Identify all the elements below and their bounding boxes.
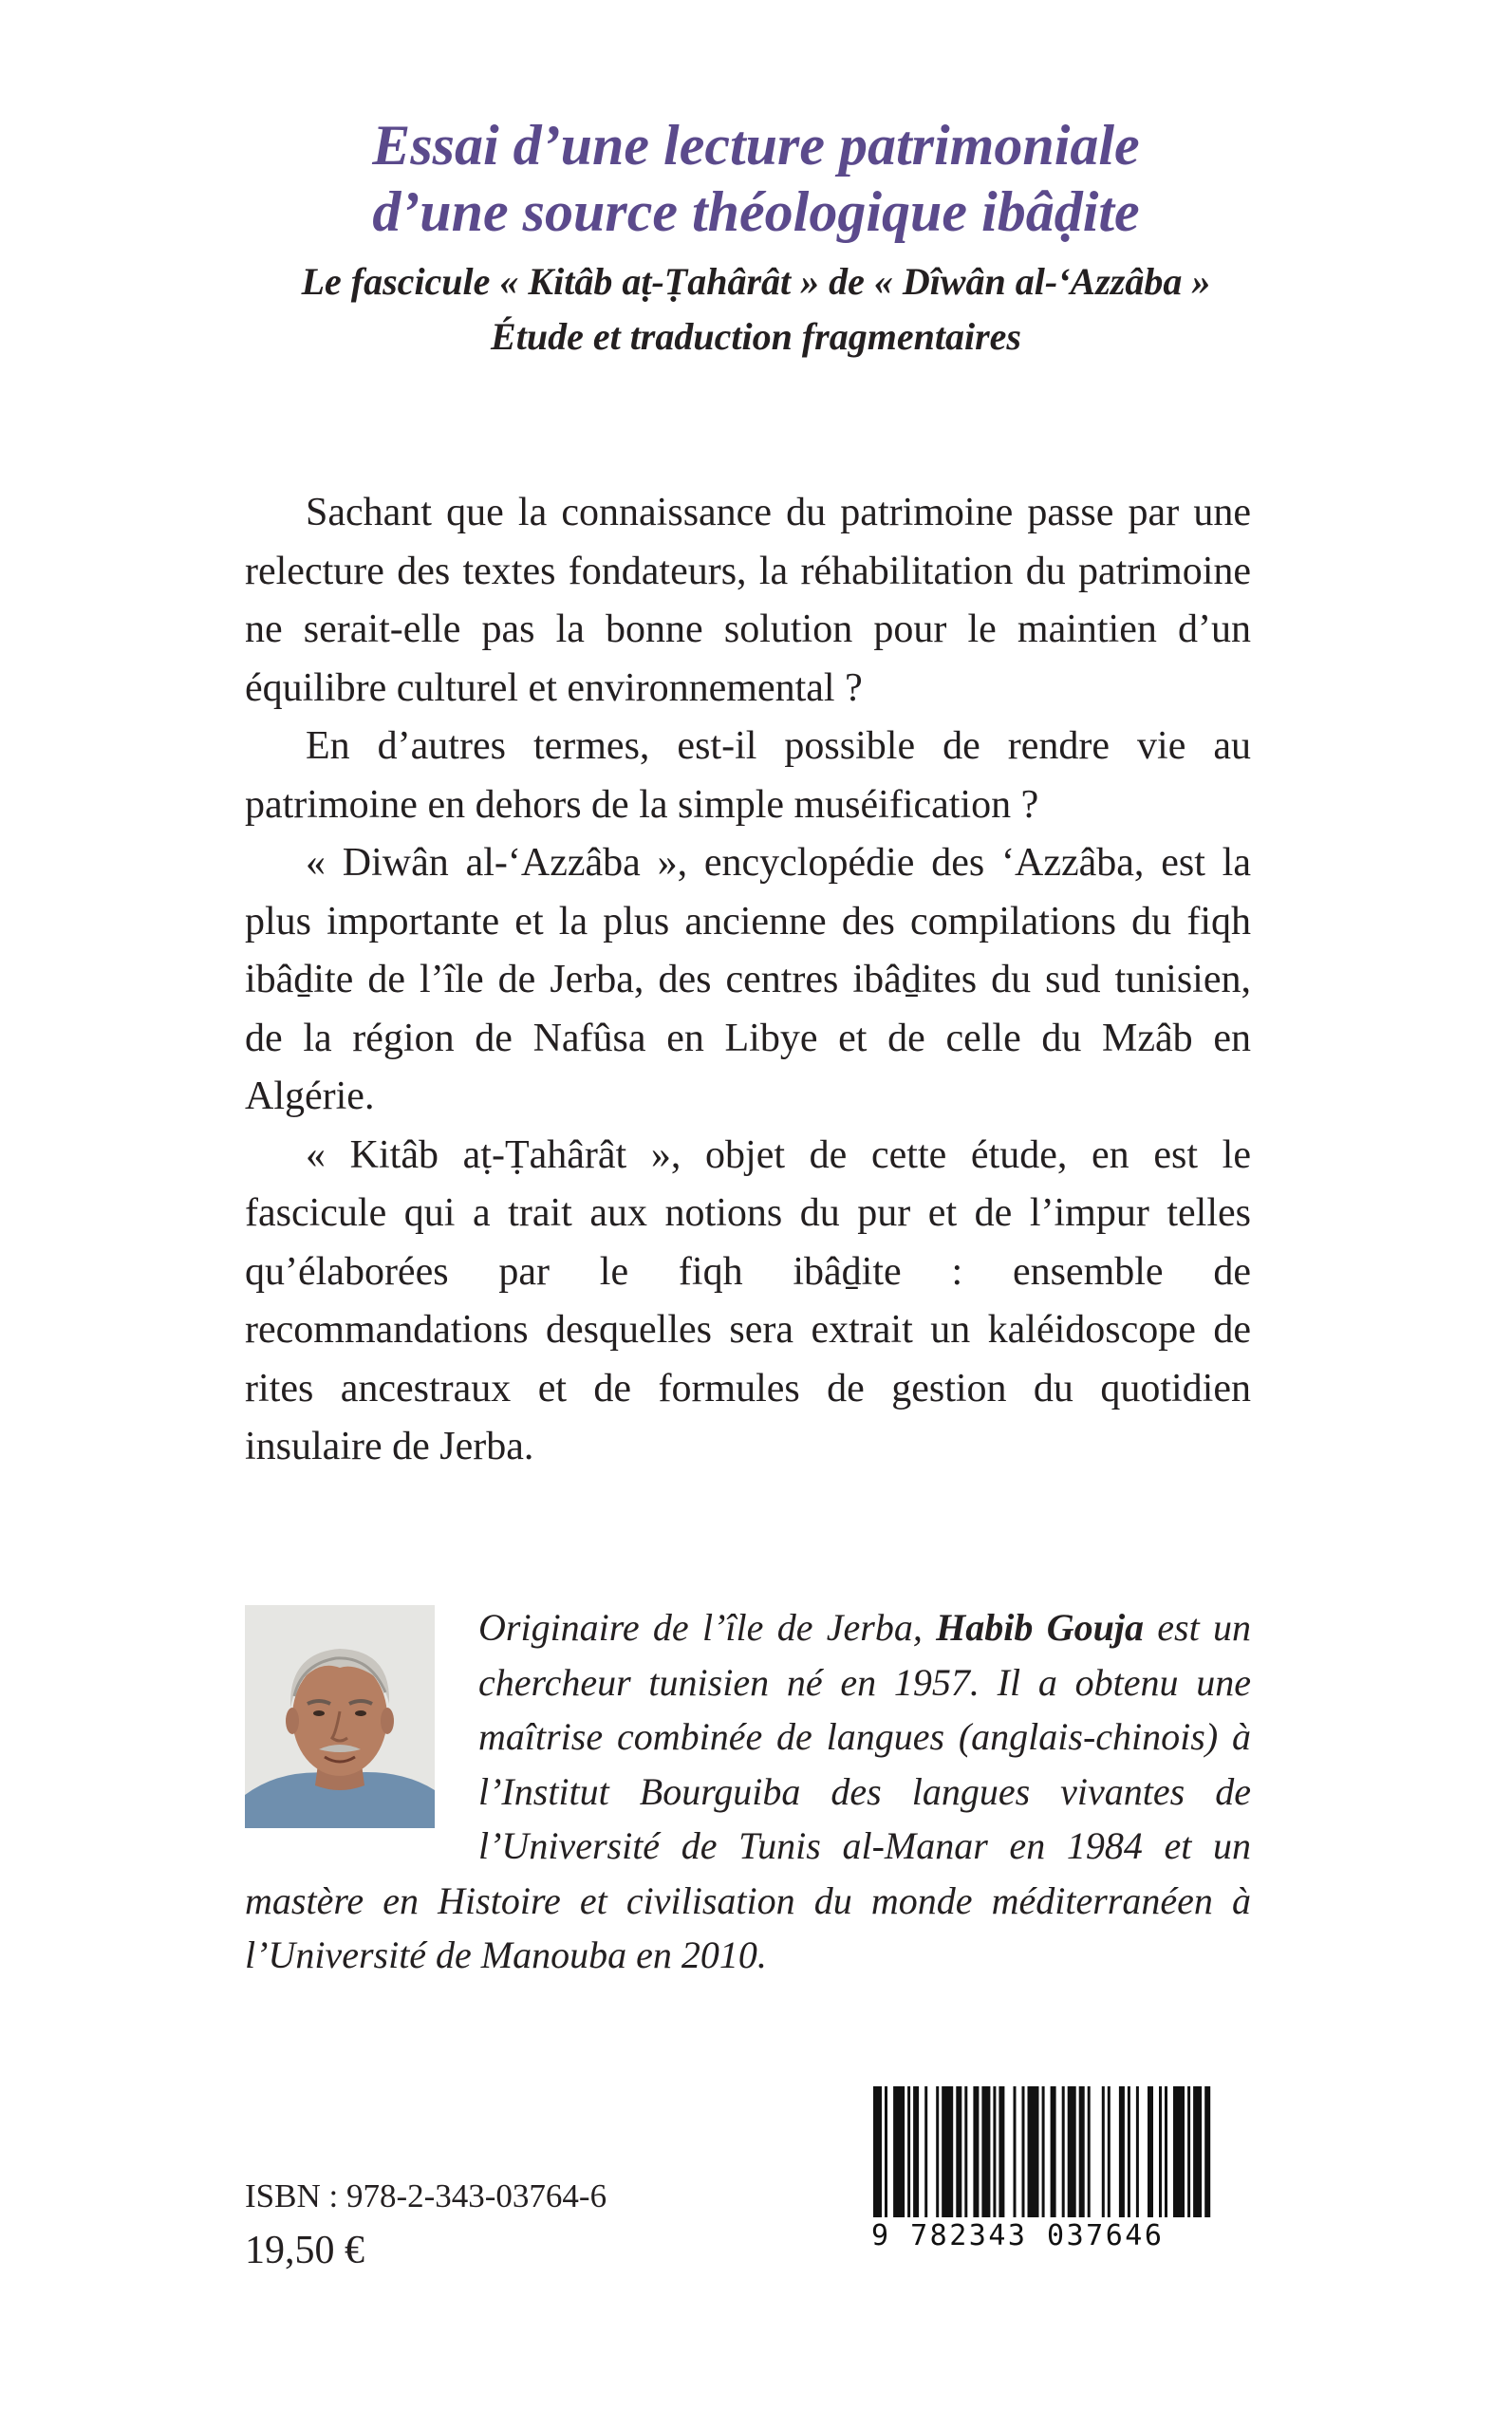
- barcode-bar: [999, 2086, 1004, 2219]
- barcode-bar: [981, 2086, 990, 2219]
- barcode-bar: [873, 2086, 882, 2219]
- barcode-bar: [964, 2086, 967, 2219]
- barcode-bar: [1051, 2086, 1056, 2219]
- barcode-bar: [1165, 2086, 1167, 2219]
- barcode-bar: [1028, 2086, 1039, 2219]
- barcode-bar: [1108, 2086, 1111, 2219]
- book-subtitle-line-2: Étude et traduction fragmentaires: [491, 315, 1021, 358]
- barcode-bar: [1187, 2086, 1190, 2219]
- barcode-bar: [1173, 2086, 1185, 2219]
- barcode-bar: [942, 2086, 953, 2219]
- barcode-bar: [1062, 2086, 1065, 2219]
- author-bio-intro: Originaire de l’île de Jerba,: [478, 1606, 937, 1649]
- barcode-bar: [893, 2086, 905, 2219]
- barcode-bar: [1193, 2086, 1202, 2219]
- barcode-bar: [1159, 2086, 1162, 2219]
- barcode-bar: [1068, 2086, 1076, 2219]
- summary-paragraph-2: En d’autres termes, est-il possible de rendre vie au patrimoine en dehors de la simple muséification ?: [245, 724, 1251, 827]
- barcode-bar: [1148, 2086, 1153, 2219]
- barcode-bar: [907, 2086, 910, 2219]
- barcode-bar: [1079, 2086, 1085, 2219]
- summary-paragraph-3: « Diwân al-‘Azzâba », encyclopédie des ‘Azzâba, est la plus importante et la plus ancienne des compilations du fiqh ibâḏite de l’île de Jerba, des centres ibâḏites du sud tunisien, de la région de Nafûsa en Libye et de celle du Mzâb en Algérie.: [245, 841, 1251, 1118]
- barcode-bar: [1102, 2086, 1105, 2219]
- author-bio-details: est un chercheur tunisien né en 1957. Il a obtenu une maîtrise combinée de langues (anglais-chinois) à l’Institut Bourguiba des langues vivantes de l’Université de Tunis al-Manar en 1984 et un mastère en Histoire et civilisation du monde méditerranéen à l’Université de Manouba en 2010.: [245, 1606, 1251, 1976]
- barcode-bar: [1042, 2086, 1045, 2219]
- book-title-line-2: d’une source théologique ibâḍite: [372, 180, 1140, 243]
- barcode-bar: [885, 2086, 887, 2219]
- book-subtitle-line-1: Le fascicule « Kitâb aṭ-Ṭahârât » de « Dîwân al-‘Azzâba »: [301, 260, 1211, 303]
- book-subtitle: [0, 254, 1512, 364]
- barcode-bar: [1088, 2086, 1091, 2219]
- barcode-bar: [1119, 2086, 1125, 2219]
- barcode-bar: [956, 2086, 961, 2219]
- barcode-bar: [924, 2086, 927, 2219]
- photo-spacer: [245, 1600, 478, 1866]
- barcode-bar: [1204, 2086, 1210, 2219]
- book-title-line-1: Essai d’une lecture patrimoniale: [372, 114, 1140, 177]
- barcode-bar: [936, 2086, 939, 2219]
- barcode-bar: [1128, 2086, 1130, 2219]
- book-title: [0, 112, 1512, 245]
- summary-text: [245, 484, 1251, 1477]
- isbn-label: ISBN : 978-2-343-03764-6: [245, 2177, 607, 2214]
- summary-paragraph-4: « Kitâb aṭ-Ṭahârât », objet de cette étude, en est le fascicule qui a trait aux notions du pur et de l’impur telles qu’élaborées par le fiqh ibâḏite : ensemble de recommandations desquelles sera extrait un kaléidoscope de rites ancestraux et de formules de gestion du quotidien insulaire de Jerba.: [245, 1132, 1251, 1468]
- author-name: Habib Gouja: [936, 1606, 1144, 1649]
- barcode-bar: [1136, 2086, 1139, 2219]
- barcode-bar: [993, 2086, 996, 2219]
- barcode-bar: [973, 2086, 979, 2219]
- author-bio: [245, 1600, 1251, 1983]
- barcode-bar: [1022, 2086, 1025, 2219]
- barcode-digits: 9 782343 037646: [871, 2217, 1251, 2255]
- barcode-bar: [913, 2086, 919, 2219]
- price-label: 19,50 €: [245, 2229, 364, 2272]
- summary-paragraph-1: Sachant que la connaissance du patrimoine passe par une relecture des textes fondateurs, la réhabilitation du patrimoine ne serait-elle pas la bonne solution pour le maintien d’un équilibre culturel et environnemental ?: [245, 491, 1251, 710]
- barcode-bar: [1014, 2086, 1017, 2219]
- barcode-bars: [869, 2086, 1249, 2219]
